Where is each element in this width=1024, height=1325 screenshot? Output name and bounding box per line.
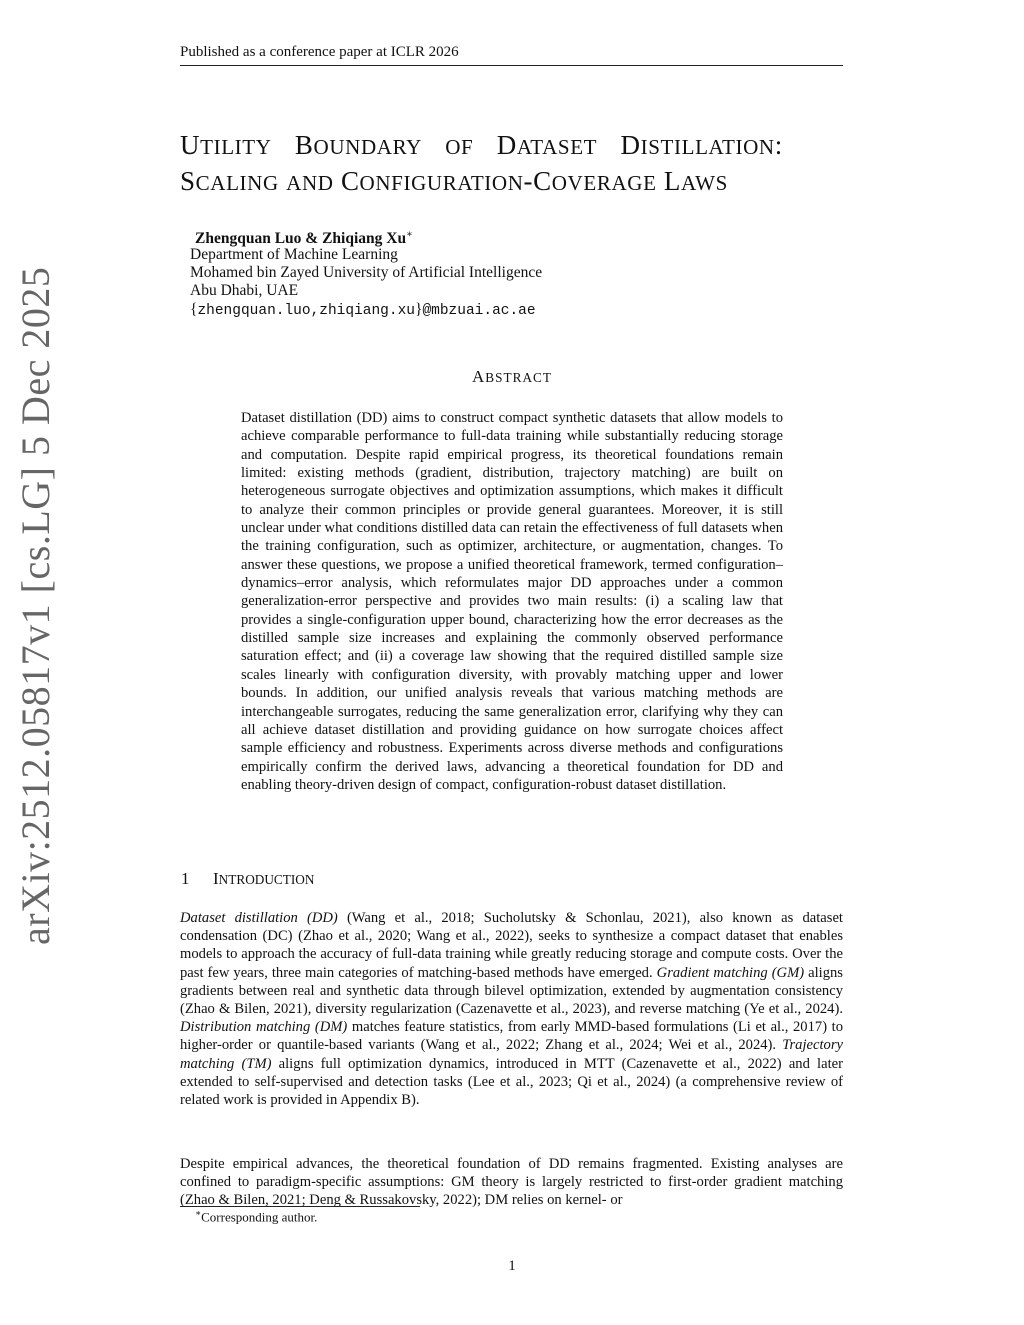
title-line-2: SCALING AND CONFIGURATION-COVERAGE LAWS [180, 166, 728, 196]
text-run: matches feature statistics, from early MMD-based formulations (Li et al., 2017) to higher-order or quantile-based variants (Wang et al., 2022; Zhang et al., 2024; Wei et al., 2024). [180, 1019, 844, 1054]
text-run: aligns gradients between real and synthetic data through bilevel optimization, extended by augmentation consistency (Zhao & Bilen, 2021), diversity regularization (Cazenavette et al., 2023), and reverse matching (Ye et al., 2024). [180, 964, 843, 1018]
footnote [195, 1208, 317, 1225]
italic-term: Distribution matching (DM) [180, 1019, 348, 1036]
page-number: 1 [508, 1258, 516, 1274]
section-number: 1 [181, 869, 190, 888]
title-line-1: UTILITY BOUNDARY OF DATASET DISTILLATION: [180, 130, 783, 160]
corresponding-mark: ∗ [406, 229, 413, 240]
abstract-body: Dataset distillation (DD) aims to construct compact synthetic datasets that allow models to achieve comparable performance to full-data training while substantially reducing storage and computation. Despite rapid empirical progress, its theoretical foundations remain limited: existing methods (gradient, distribution, trajectory matching) are built on heterogeneous surrogate objectives and optimization assumptions, which makes it difficult to analyze their common principles or provide general guarantees. Moreover, it is still unclear under what conditions distilled data can retain the effectiveness of full datasets when the training configuration, such as optimizer, architecture, or augmentation, changes. To answer these questions, we propose a unified theoretical framework, termed configuration–dynamics–error analysis, which reformulates major DD approaches under a common generalization-error perspective and provides two main results: (i) a scaling law that provides a single-configuration upper bound, characterizing how the error decreases as the distilled sample size increases and explaining the commonly observed performance saturation effect; and (ii) a coverage law showing that the required distilled sample size scales linearly with configuration diversity, with provably matching upper and lower bounds. In addition, our unified analysis reveals that various matching methods are interchangeable surrogates, reducing the same generalization error, clarifying why they can all achieve dataset distillation and providing guidance on how surrogate choices affect sample efficiency and robustness. Experiments across diverse methods and configurations empirically confirm the derived laws, advancing a theoretical foundation for DD and enabling theory-driven design of compact, configuration-robust dataset distillation. [241, 410, 783, 793]
email-close-brace: } [415, 301, 423, 318]
author-email[interactable] [190, 301, 536, 319]
affiliation-university: Mohamed bin Zayed University of Artificial Intelligence [190, 264, 543, 281]
intro-paragraph-1 [180, 909, 843, 1109]
italic-term: Dataset distillation (DD) [180, 910, 338, 926]
footnote-text: Corresponding author. [201, 1209, 318, 1225]
header-rule [180, 65, 843, 66]
italic-term: Trajectory matching (TM) [180, 1037, 843, 1072]
section-heading-introduction [181, 869, 314, 889]
paper-title [180, 128, 860, 200]
footnote-rule [180, 1206, 420, 1207]
email-open-brace: { [190, 301, 198, 318]
abstract-heading: ABSTRACT [472, 367, 552, 386]
section-title: INTRODUCTION [213, 869, 315, 888]
email-users: zhengquan.luo,zhiqiang.xu [197, 303, 415, 319]
text-run: aligns full optimization dynamics, introduced in MTT (Cazenavette et al., 2022) and later extended to self-supervised and detection tasks (Lee et al., 2023; Qi et al., 2024) (a comprehensive review of related work is provided in Appendix B). [180, 1055, 843, 1109]
author-names-text: Zhengquan Luo & Zhiqiang Xu [195, 230, 407, 248]
text-run: (Wang et al., 2018; Sucholutsky & Schonlau, 2021), also known as dataset condensation (DC) (Zhao et al., 2020; Wang et al., 2022), seeks to synthesize a compact dataset that enables models to approach the accuracy of full-data training while greatly reducing storage and compute costs. Over the past few years, three main categories of matching-based methods have emerged. [180, 910, 843, 981]
italic-term: Gradient matching (GM) [656, 964, 805, 981]
running-header: Published as a conference paper at ICLR 2026 [180, 44, 459, 60]
affiliation-department: Department of Machine Learning [190, 246, 398, 263]
intro-paragraph-2: Despite empirical advances, the theoretical foundation of DD remains fragmented. Existing analyses are confined to paradigm-specific assumptions: GM theory is largely restricted to first-order gradient matching (Zhao & Bilen, 2021; Deng & Russakovsky, 2022); DM relies on kernel- or [180, 1156, 843, 1209]
email-domain: @mbzuai.ac.ae [422, 303, 536, 319]
arxiv-stamp: arXiv:2512.05817v1 [cs.LG] 5 Dec 2025 [13, 266, 58, 945]
affiliation-location: Abu Dhabi, UAE [190, 282, 299, 299]
footnote-mark: ∗ [195, 1208, 202, 1218]
